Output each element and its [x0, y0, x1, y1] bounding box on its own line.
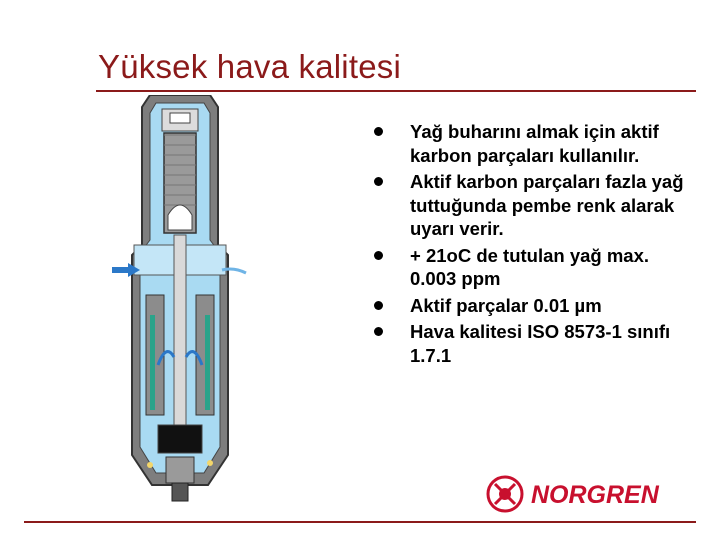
bullet-item [370, 170, 700, 241]
slide-title: Yüksek hava kalitesi [98, 48, 401, 85]
bullet-text: Yağ buharını almak için aktif karbon parçaları kullanılır. [410, 121, 659, 166]
bullet-item [370, 120, 700, 167]
bullet-item [370, 244, 700, 291]
footer-divider [24, 521, 696, 523]
bullet-text: Hava kalitesi ISO 8573-1 sınıfı 1.7.1 [410, 321, 671, 366]
bullet-text: Aktif parçalar 0.01 µm [410, 294, 602, 316]
bullet-marker [374, 301, 383, 310]
filter-cutaway-illustration [110, 95, 250, 515]
norgren-logo [485, 472, 700, 516]
bullet-item [370, 320, 700, 367]
bullet-list [370, 120, 700, 370]
logo-wordmark: NORGREN [531, 481, 659, 509]
bullet-item [370, 294, 700, 318]
bullet-marker [374, 177, 383, 186]
norgren-logo-icon [488, 477, 522, 511]
bullet-marker [374, 327, 383, 336]
title-divider [96, 90, 696, 92]
bullet-marker [374, 251, 383, 260]
bullet-text: Aktif karbon parçaları fazla yağ tuttuğunda pembe renk alarak uyarı verir. [410, 171, 684, 239]
bullet-marker [374, 127, 383, 136]
bullet-text: + 21oC de tutulan yağ max. 0.003 ppm [410, 244, 650, 289]
